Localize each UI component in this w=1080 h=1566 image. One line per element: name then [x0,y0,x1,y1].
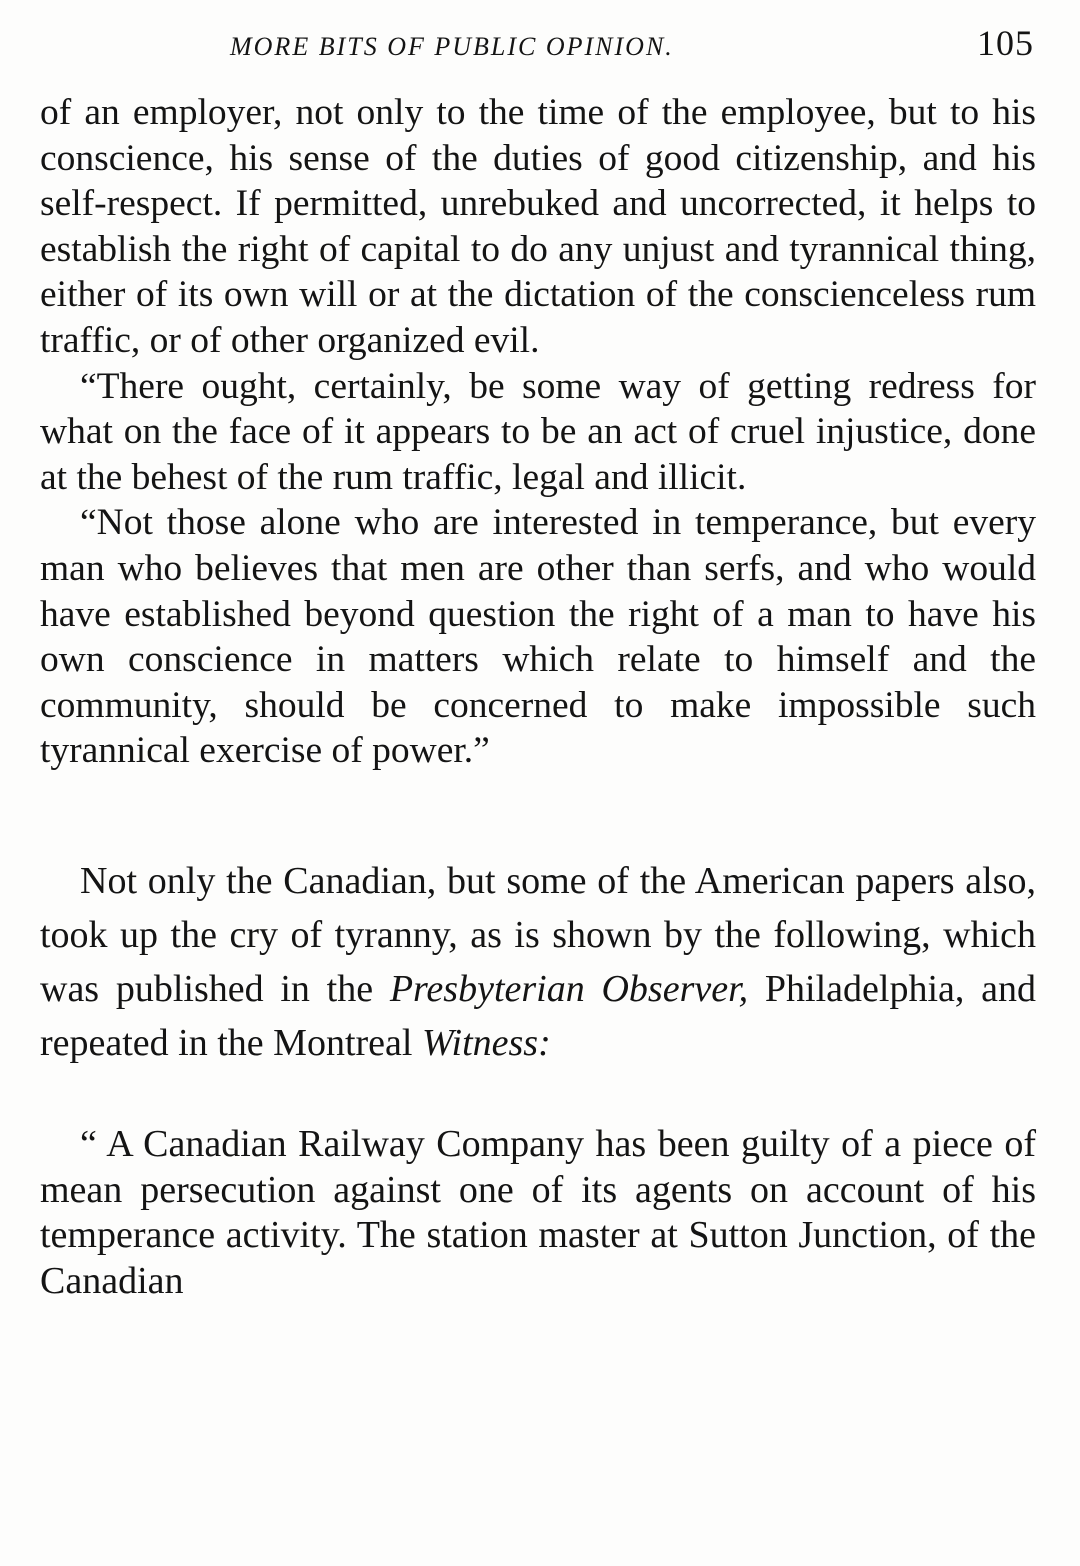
narrative-text-1: Not only the Canadian, but some of the American papers also, took up the cry of tyranny, as is shown by the following, which was published in the [40,859,1036,1010]
paragraph-not-those-alone: “Not those alone who are interested in temperance, but every man who believes that men are other than serfs, and who would have established beyond question the right of a man to have his own conscience in matters which relate to himself and the community, should be concerned to make impossible such tyrannical exercise of power.” [40,502,1036,772]
quoted-editorial [40,90,1036,774]
publication-witness: Witness: [421,1021,551,1064]
paragraph-canadian-railway: “ A Canadian Railway Company has been guilty of a piece of mean persecution against one of its agents on account of his temperance activity. The station master at Sutton Junction, of the Canadian [40,1122,1036,1302]
paragraph-redress: “There ought, certainly, be some way of getting redress for what on the face of it appears to be an act of cruel injustice, done at the behest of the rum traffic, legal and illicit. [40,365,1036,498]
page-number: 105 [977,23,1034,63]
running-title: MORE BITS OF PUBLIC OPINION. [230,32,674,61]
publication-presbyterian-observer: Presbyterian Observer, [389,967,749,1010]
narrative-text-2: Philadelphia, and repeated in the Montreal [40,967,1036,1064]
narrative-section [40,854,1036,1070]
running-head [40,22,1036,82]
paragraph-continued: of an employer, not only to the time of the employee, but to his conscience, his sense of the duties of good citizenship, and his self-respect. If permitted, unrebuked and uncorrected, it helps to establish the right of capital to do any unjust and tyrannical thing, either of its own will or at the dictation of the conscienceless rum traffic, or of other organized evil. [40,92,1036,361]
second-quote [40,1122,1036,1304]
paragraph-american-papers [40,854,1036,1070]
